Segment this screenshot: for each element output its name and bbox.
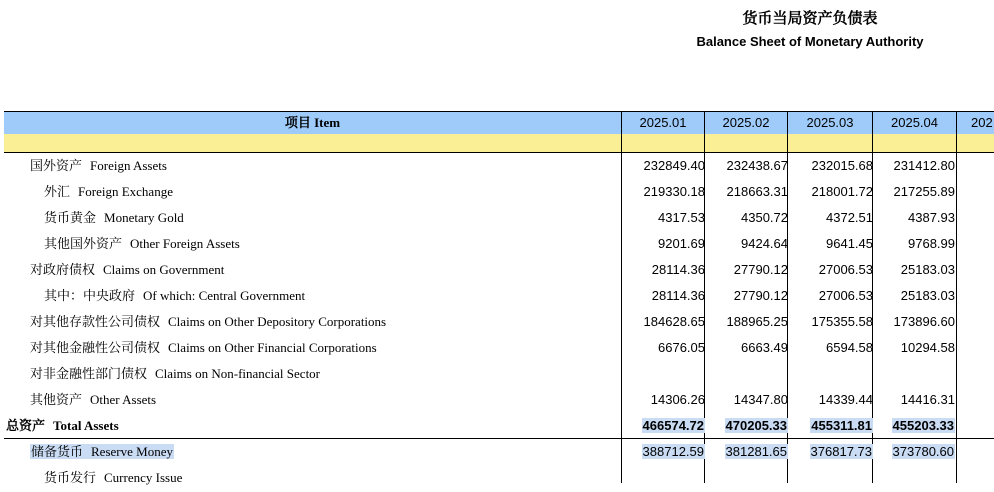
cell-value: 173896.60 — [893, 314, 955, 329]
cell-value: 232015.68 — [811, 158, 873, 173]
table-row — [4, 465, 994, 491]
row-label: 总资产 Total Assets — [6, 418, 119, 434]
cell-value — [877, 361, 955, 387]
header-col-2025-02: 2025.02 — [705, 112, 788, 134]
cell-value: 217255.89 — [893, 184, 955, 199]
cell-value: 188965.25 — [726, 314, 788, 329]
table-row — [4, 283, 994, 309]
cell-value: 373780.60 — [892, 444, 954, 459]
cell-value: 4317.53 — [658, 210, 705, 225]
cell-value: 25183.03 — [900, 288, 955, 303]
row-label: 货币黄金 Monetary Gold — [44, 210, 184, 226]
row-label: 其他国外资产 Other Foreign Assets — [44, 236, 240, 252]
table-row — [4, 309, 994, 335]
table-header — [4, 111, 994, 135]
table-row — [4, 231, 994, 257]
cell-value: 9201.69 — [658, 236, 705, 251]
cell-value: 9768.99 — [908, 236, 955, 251]
cell-value: 232438.67 — [726, 158, 788, 173]
header-col-2025-01: 2025.01 — [622, 112, 705, 134]
cell-value: 388712.59 — [642, 444, 704, 459]
title-english: Balance Sheet of Monetary Authority — [696, 34, 924, 49]
table-row — [4, 387, 994, 413]
cell-value: 4387.93 — [908, 210, 955, 225]
cell-value — [626, 361, 705, 387]
cell-value: 27006.53 — [818, 288, 873, 303]
cell-value: 175355.58 — [811, 314, 873, 329]
table-row — [4, 439, 994, 465]
cell-value: 9641.45 — [826, 236, 873, 251]
cell-value: 14416.31 — [900, 392, 955, 407]
cell-value: 10294.58 — [900, 340, 955, 355]
row-label: 对其他存款性公司债权 Claims on Other Depository Corporations — [30, 314, 387, 330]
row-label: 储备货币 Reserve Money — [31, 444, 173, 460]
cell-value: 28114.36 — [651, 262, 705, 277]
header-col-next: 202 — [971, 115, 993, 130]
table-row-total-assets — [4, 413, 994, 439]
cell-value: 6663.49 — [741, 340, 788, 355]
cell-value: 14306.26 — [650, 392, 705, 407]
cell-value: 25183.03 — [900, 262, 955, 277]
cell-value: 6594.58 — [826, 340, 873, 355]
cell-value: 184628.65 — [643, 314, 705, 329]
cell-value: 376817.73 — [810, 444, 872, 459]
cell-value: 455203.33 — [892, 418, 954, 433]
cell-value: 27006.53 — [818, 262, 873, 277]
row-label: 外汇 Foreign Exchange — [44, 184, 173, 200]
row-label: 货币发行 Currency Issue — [44, 470, 183, 486]
cell-value — [709, 361, 788, 387]
report-title — [640, 8, 980, 52]
table-row — [4, 205, 994, 231]
cell-value: 9424.64 — [741, 236, 788, 251]
table-row — [4, 361, 994, 387]
cell-value — [792, 361, 873, 387]
cell-value: 218001.72 — [811, 184, 873, 199]
cell-value: 466574.72 — [642, 418, 704, 433]
row-label: 其中：中央政府 Of which: Central Government — [44, 288, 306, 304]
table-row — [4, 153, 994, 179]
cell-value: 14347.80 — [733, 392, 788, 407]
cell-value: 381281.65 — [725, 444, 787, 459]
cell-value: 4350.72 — [741, 210, 788, 225]
cell-value: 27790.12 — [733, 288, 788, 303]
header-col-2025-03: 2025.03 — [788, 112, 873, 134]
row-label: 其他资产 Other Assets — [30, 392, 157, 408]
cell-value: 28114.36 — [651, 288, 705, 303]
row-label: 对非金融性部门债权 Claims on Non-financial Sector — [30, 366, 321, 382]
header-col-2025-04: 2025.04 — [873, 112, 957, 134]
cell-value: 232849.40 — [643, 158, 705, 173]
row-label: 对其他金融性公司债权 Claims on Other Financial Corporations — [30, 340, 377, 356]
cell-value: 14339.44 — [818, 392, 873, 407]
header-item: 项目 Item — [4, 112, 622, 134]
cell-value: 27790.12 — [733, 262, 788, 277]
table-row — [4, 179, 994, 205]
cell-value: 6676.05 — [658, 340, 705, 355]
cell-value: 218663.31 — [726, 184, 788, 199]
row-label: 国外资产 Foreign Assets — [30, 158, 167, 174]
cell-value: 455311.81 — [811, 418, 872, 433]
cell-value: 219330.18 — [643, 184, 705, 199]
cell-value: 4372.51 — [826, 210, 873, 225]
title-chinese: 货币当局资产负债表 — [742, 9, 878, 27]
table-row — [4, 335, 994, 361]
cell-value: 470205.33 — [725, 418, 787, 433]
table-row — [4, 257, 994, 283]
row-label: 对政府债权 Claims on Government — [30, 262, 225, 278]
cell-value: 231412.80 — [893, 158, 955, 173]
header-spacer-row — [4, 134, 994, 153]
